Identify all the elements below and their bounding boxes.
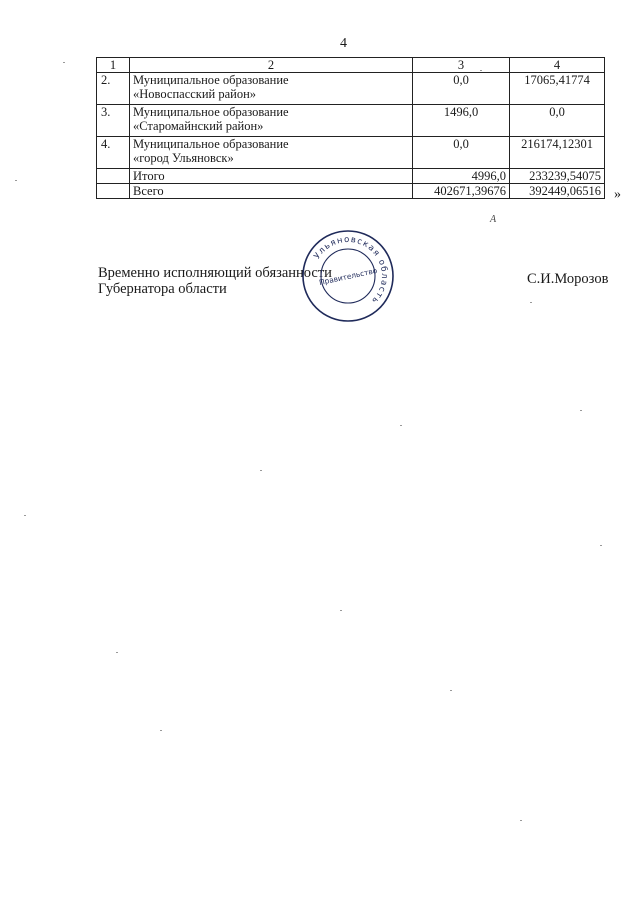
row-col3: 0,0	[413, 73, 510, 105]
total-label: Всего	[130, 184, 413, 199]
table-row	[97, 105, 605, 137]
table-row	[97, 73, 605, 105]
row-col4: 17065,41774	[510, 73, 605, 105]
subtotal-row	[97, 169, 605, 184]
closing-quote: »	[614, 187, 621, 202]
table-header-row	[97, 58, 605, 73]
table-row	[97, 137, 605, 169]
signer-name: С.И.Морозов	[527, 271, 609, 287]
row-name	[130, 137, 413, 169]
total-row	[97, 184, 605, 199]
row-name	[130, 105, 413, 137]
seal-center-text: Правительство	[318, 265, 378, 288]
subtotal-label: Итого	[130, 169, 413, 184]
row-name-line1: Муниципальное образование	[133, 105, 289, 119]
row-name-line1: Муниципальное образование	[133, 73, 289, 87]
header-cell-4: 4	[510, 58, 605, 73]
position-line2: Губернатора области	[98, 281, 227, 297]
total-col4: 392449,06516	[510, 184, 605, 199]
official-seal-icon	[300, 228, 396, 324]
header-cell-3: 3	[413, 58, 510, 73]
subtotal-col4: 233239,54075	[510, 169, 605, 184]
page-number: 4	[340, 36, 347, 51]
subtotal-empty-cell	[97, 169, 130, 184]
row-number: 2.	[97, 73, 130, 105]
handwritten-mark: А	[490, 214, 497, 225]
row-name-line1: Муниципальное образование	[133, 137, 289, 151]
row-name-line2: «Новоспасский район»	[133, 87, 257, 101]
row-name	[130, 73, 413, 105]
total-col3: 402671,39676	[413, 184, 510, 199]
budget-table	[96, 57, 605, 199]
signatory-position	[98, 265, 332, 297]
row-col4: 0,0	[510, 105, 605, 137]
row-name-line2: «город Ульяновск»	[133, 151, 234, 165]
row-col3: 0,0	[413, 137, 510, 169]
row-number: 4.	[97, 137, 130, 169]
row-number: 3.	[97, 105, 130, 137]
header-cell-1: 1	[97, 58, 130, 73]
seal-ring-text: Ульяновская область	[312, 234, 390, 307]
position-line1: Временно исполняющий обязанности	[98, 265, 332, 281]
row-name-line2: «Старомайнский район»	[133, 119, 264, 133]
row-col3: 1496,0	[413, 105, 510, 137]
header-cell-2: 2	[130, 58, 413, 73]
subtotal-col3: 4996,0	[413, 169, 510, 184]
row-col4: 216174,12301	[510, 137, 605, 169]
total-empty-cell	[97, 184, 130, 199]
